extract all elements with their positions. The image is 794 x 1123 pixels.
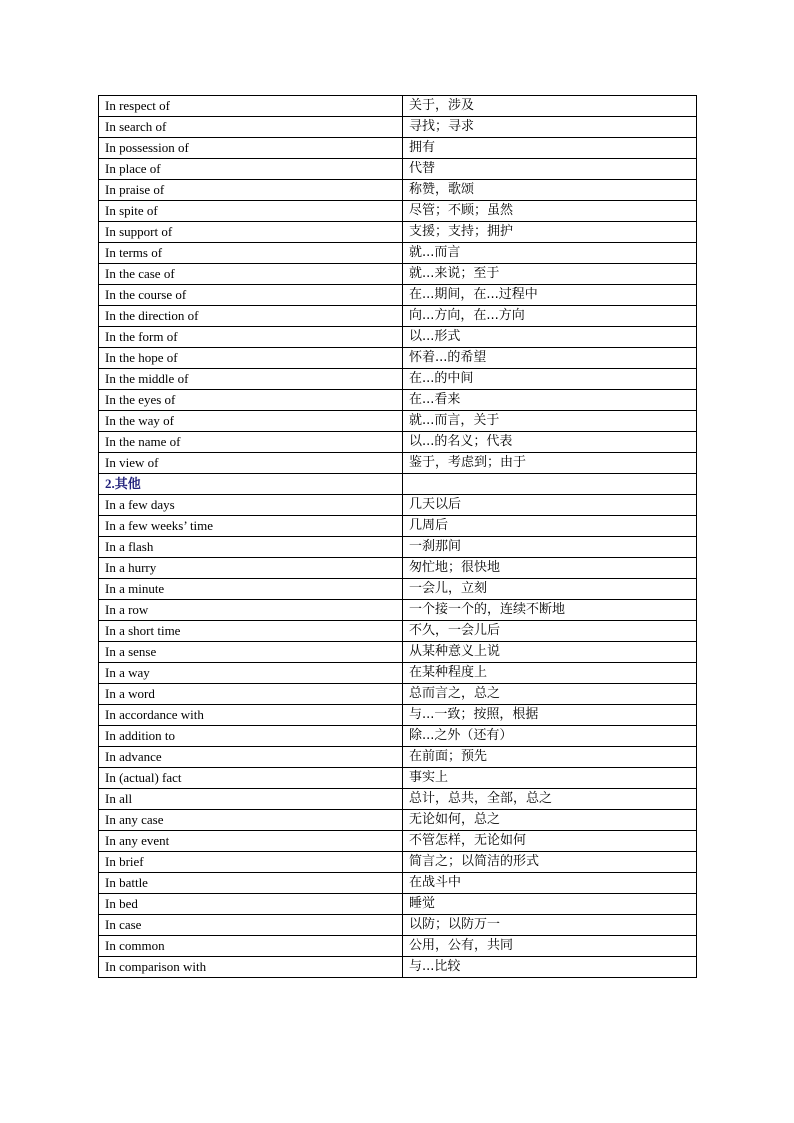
table-row — [99, 789, 697, 810]
table-row — [99, 243, 697, 264]
phrase-english: In support of — [99, 222, 403, 243]
phrase-english: In comparison with — [99, 957, 403, 978]
phrase-english: In (actual) fact — [99, 768, 403, 789]
phrase-chinese: 以...形式 — [403, 327, 697, 348]
table-row — [99, 705, 697, 726]
table-row — [99, 117, 697, 138]
phrase-table — [98, 95, 697, 978]
phrase-english: In battle — [99, 873, 403, 894]
phrase-english: In a sense — [99, 642, 403, 663]
phrase-chinese: 公用，公有，共同 — [403, 936, 697, 957]
table-row — [99, 96, 697, 117]
phrase-chinese: 向...方向，在...方向 — [403, 306, 697, 327]
phrase-chinese: 就...而言，关于 — [403, 411, 697, 432]
table-row — [99, 537, 697, 558]
table-row — [99, 453, 697, 474]
table-row — [99, 747, 697, 768]
phrase-english: In a short time — [99, 621, 403, 642]
phrase-english: In case — [99, 915, 403, 936]
phrase-chinese: 拥有 — [403, 138, 697, 159]
table-row — [99, 663, 697, 684]
phrase-english: In a minute — [99, 579, 403, 600]
phrase-english: In respect of — [99, 96, 403, 117]
table-row — [99, 852, 697, 873]
phrase-english: In the direction of — [99, 306, 403, 327]
table-row — [99, 915, 697, 936]
table-row — [99, 579, 697, 600]
phrase-english: In the way of — [99, 411, 403, 432]
phrase-chinese: 以防；以防万一 — [403, 915, 697, 936]
table-row — [99, 327, 697, 348]
phrase-chinese: 一会儿，立刻 — [403, 579, 697, 600]
phrase-chinese: 不管怎样，无论如何 — [403, 831, 697, 852]
phrase-chinese: 在前面；预先 — [403, 747, 697, 768]
phrase-english: In the case of — [99, 264, 403, 285]
phrase-english: In terms of — [99, 243, 403, 264]
phrase-english: In the name of — [99, 432, 403, 453]
phrase-english: In view of — [99, 453, 403, 474]
phrase-chinese: 不久，一会儿后 — [403, 621, 697, 642]
phrase-chinese: 几天以后 — [403, 495, 697, 516]
phrase-english: In the form of — [99, 327, 403, 348]
section-title: 2.其他 — [99, 474, 403, 495]
phrase-chinese: 总而言之，总之 — [403, 684, 697, 705]
phrase-table-body — [99, 96, 697, 978]
phrase-chinese: 几周后 — [403, 516, 697, 537]
table-row — [99, 810, 697, 831]
phrase-chinese: 寻找；寻求 — [403, 117, 697, 138]
phrase-chinese: 在某种程度上 — [403, 663, 697, 684]
phrase-chinese: 在...的中间 — [403, 369, 697, 390]
phrase-english: In advance — [99, 747, 403, 768]
phrase-chinese: 除...之外（还有） — [403, 726, 697, 747]
table-row — [99, 957, 697, 978]
phrase-english: In any case — [99, 810, 403, 831]
phrase-chinese: 在...期间，在...过程中 — [403, 285, 697, 306]
phrase-chinese: 代替 — [403, 159, 697, 180]
phrase-english: In addition to — [99, 726, 403, 747]
phrase-chinese: 以...的名义；代表 — [403, 432, 697, 453]
table-row — [99, 831, 697, 852]
table-row — [99, 621, 697, 642]
phrase-chinese: 从某种意义上说 — [403, 642, 697, 663]
phrase-english: In a word — [99, 684, 403, 705]
table-row — [99, 684, 697, 705]
phrase-english: In a flash — [99, 537, 403, 558]
phrase-english: In bed — [99, 894, 403, 915]
table-row — [99, 285, 697, 306]
table-row — [99, 411, 697, 432]
phrase-english: In a way — [99, 663, 403, 684]
table-row — [99, 894, 697, 915]
phrase-english: In praise of — [99, 180, 403, 201]
section-header-row — [99, 474, 697, 495]
table-row — [99, 558, 697, 579]
table-row — [99, 936, 697, 957]
phrase-chinese: 支援；支持；拥护 — [403, 222, 697, 243]
phrase-english: In any event — [99, 831, 403, 852]
phrase-chinese: 鉴于，考虑到；由于 — [403, 453, 697, 474]
phrase-english: In a few weeks’ time — [99, 516, 403, 537]
table-row — [99, 180, 697, 201]
table-row — [99, 495, 697, 516]
table-row — [99, 369, 697, 390]
phrase-chinese: 称赞，歌颂 — [403, 180, 697, 201]
table-row — [99, 600, 697, 621]
table-row — [99, 348, 697, 369]
phrase-english: In brief — [99, 852, 403, 873]
phrase-english: In the hope of — [99, 348, 403, 369]
phrase-english: In common — [99, 936, 403, 957]
phrase-chinese: 一刹那间 — [403, 537, 697, 558]
phrase-english: In the eyes of — [99, 390, 403, 411]
phrase-english: In the middle of — [99, 369, 403, 390]
phrase-chinese: 怀着...的希望 — [403, 348, 697, 369]
document-page — [98, 95, 696, 978]
phrase-chinese — [403, 474, 697, 495]
phrase-chinese: 关于，涉及 — [403, 96, 697, 117]
phrase-chinese: 与...比较 — [403, 957, 697, 978]
phrase-english: In place of — [99, 159, 403, 180]
table-row — [99, 768, 697, 789]
phrase-chinese: 与...一致；按照，根据 — [403, 705, 697, 726]
phrase-chinese: 简言之；以简洁的形式 — [403, 852, 697, 873]
phrase-chinese: 在战斗中 — [403, 873, 697, 894]
phrase-chinese: 无论如何，总之 — [403, 810, 697, 831]
phrase-chinese: 尽管；不顾；虽然 — [403, 201, 697, 222]
phrase-chinese: 事实上 — [403, 768, 697, 789]
phrase-english: In possession of — [99, 138, 403, 159]
phrase-chinese: 匆忙地；很快地 — [403, 558, 697, 579]
table-row — [99, 159, 697, 180]
phrase-chinese: 就...而言 — [403, 243, 697, 264]
table-row — [99, 642, 697, 663]
table-row — [99, 222, 697, 243]
phrase-chinese: 总计，总共，全部，总之 — [403, 789, 697, 810]
table-row — [99, 306, 697, 327]
table-row — [99, 726, 697, 747]
phrase-chinese: 睡觉 — [403, 894, 697, 915]
phrase-chinese: 就...来说；至于 — [403, 264, 697, 285]
table-row — [99, 264, 697, 285]
phrase-english: In a row — [99, 600, 403, 621]
phrase-english: In a few days — [99, 495, 403, 516]
phrase-english: In spite of — [99, 201, 403, 222]
phrase-chinese: 一个接一个的，连续不断地 — [403, 600, 697, 621]
phrase-english: In the course of — [99, 285, 403, 306]
table-row — [99, 201, 697, 222]
phrase-chinese: 在...看来 — [403, 390, 697, 411]
table-row — [99, 390, 697, 411]
phrase-english: In search of — [99, 117, 403, 138]
table-row — [99, 432, 697, 453]
phrase-english: In all — [99, 789, 403, 810]
table-row — [99, 138, 697, 159]
phrase-english: In a hurry — [99, 558, 403, 579]
table-row — [99, 516, 697, 537]
phrase-english: In accordance with — [99, 705, 403, 726]
table-row — [99, 873, 697, 894]
